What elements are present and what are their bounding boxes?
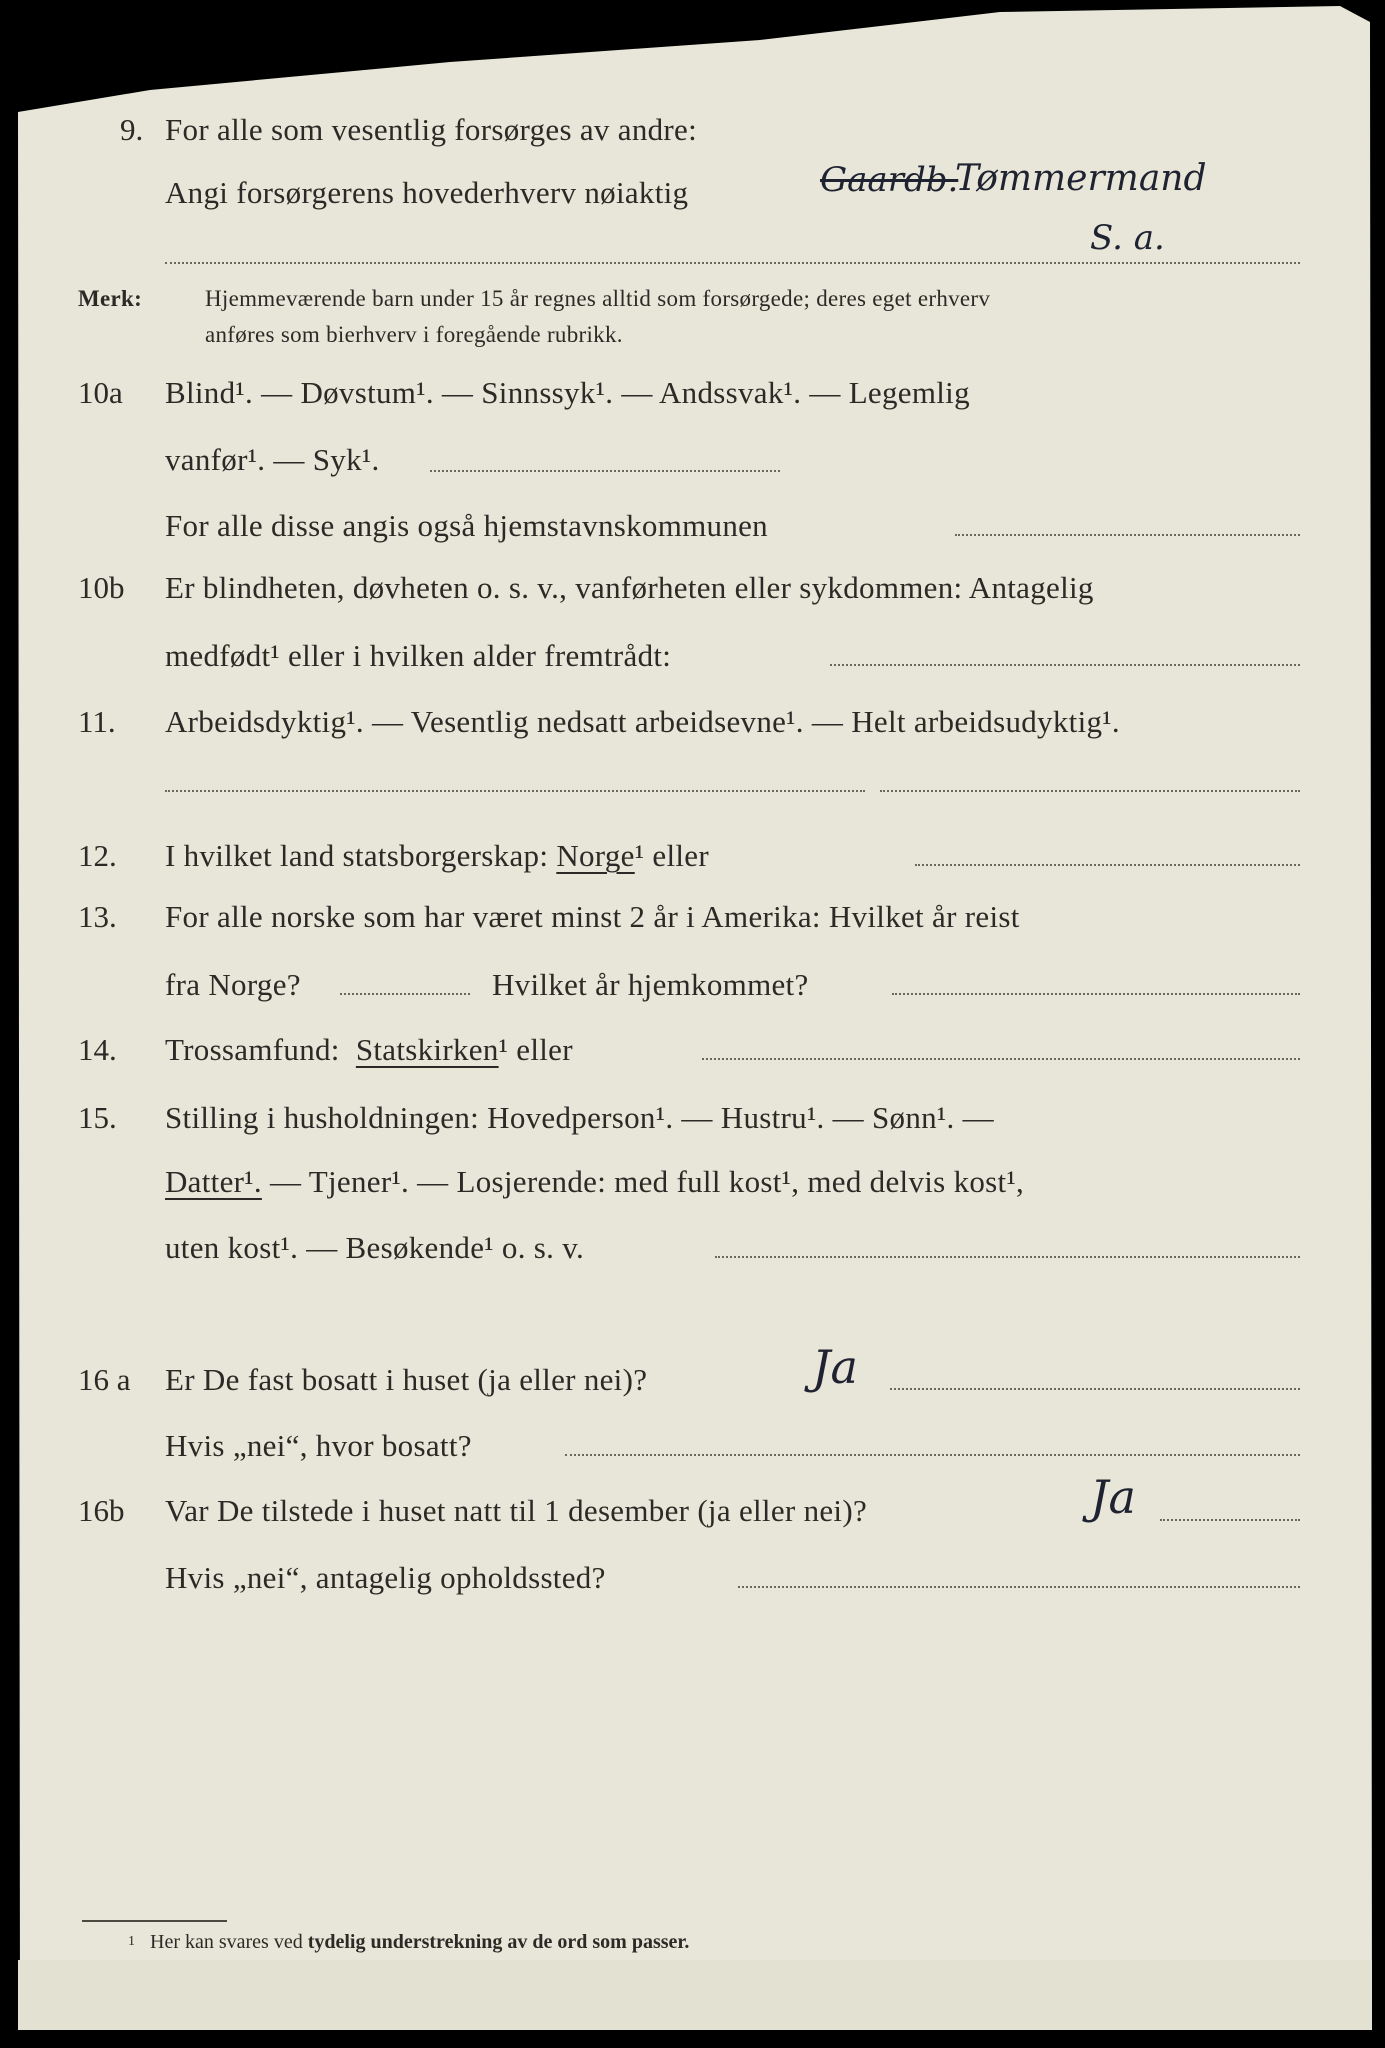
q9-number: 9.	[120, 112, 144, 147]
q14-footnote-mark: ¹	[498, 1032, 509, 1067]
q13-line2a: fra Norge?	[165, 967, 301, 1002]
q9-line1: For alle som vesentlig forsørges av andre:	[165, 112, 698, 147]
q15-number: 15.	[78, 1100, 117, 1135]
q14-line	[165, 1032, 573, 1068]
merk-line2: anføres som bierhverv i foregående rubrikk.	[205, 322, 623, 347]
q11-answer-line-2	[880, 790, 1300, 792]
q16a-answer: Ja	[812, 1340, 858, 1394]
q15-line3: uten kost¹. — Besøkende¹ o. s. v.	[165, 1230, 585, 1265]
q9-answer-sub: S. a.	[1090, 218, 1165, 258]
q10a-line1: Blind¹. — Døvstum¹. — Sinnssyk¹. — Andssvak¹. — Legemlig	[165, 375, 970, 410]
q10a-line3: For alle disse angis også hjemstavnskommunen	[165, 508, 768, 543]
q14-answer-line	[702, 1058, 1300, 1060]
q13-line2b: Hvilket år hjemkommet?	[492, 967, 809, 1002]
footnote-rule	[82, 1920, 227, 1922]
q10b-answer-line	[830, 664, 1300, 666]
merk-label: Merk:	[78, 286, 143, 311]
q16a-answer-line	[890, 1388, 1300, 1390]
footnote-text: Her kan svares ved	[150, 1931, 303, 1953]
q12-line	[165, 838, 709, 874]
q14-question: Trossamfund:	[165, 1032, 340, 1067]
q9-line2: Angi forsørgerens hovederhverv nøiaktig	[165, 175, 689, 210]
footnote-emphasis: tydelig understrekning av de ord som passer.	[307, 1931, 690, 1953]
q15-line1: Stilling i husholdningen: Hovedperson¹. — Hustru¹. — Sønn¹. —	[165, 1100, 994, 1135]
q12-question: I hvilket land statsborgerskap:	[165, 838, 549, 873]
q13-hjemkommet-line	[892, 993, 1300, 995]
footnote-mark: 1	[128, 1934, 135, 1949]
q9-answer-line	[165, 262, 1300, 264]
q11-line1: Arbeidsdyktig¹. — Vesentlig nedsatt arbeidsevne¹. — Helt arbeidsudyktig¹.	[165, 704, 1120, 739]
q10a-line2: vanfør¹. — Syk¹.	[165, 442, 380, 477]
q13-reist-line	[340, 993, 470, 995]
q13-number: 13.	[78, 899, 117, 934]
q15-answer-line	[715, 1256, 1300, 1258]
q16b-number: 16b	[78, 1493, 125, 1528]
q10b-line2: medfødt¹ eller i hvilken alder fremtrådt:	[165, 638, 672, 673]
q9-struck-answer: Gaardb.	[820, 160, 959, 200]
q10b-number: 10b	[78, 570, 125, 605]
q16b-opholdssted-line	[738, 1586, 1300, 1588]
q12-answer-line	[915, 864, 1300, 866]
q16a-line1: Er De fast bosatt i huset (ja eller nei)?	[165, 1362, 648, 1397]
q15-option-datter: Datter¹.	[165, 1164, 262, 1199]
q16a-number: 16 a	[78, 1362, 131, 1397]
q16b-answer-line	[1160, 1519, 1300, 1521]
q16a-line2: Hvis „nei“, hvor bosatt?	[165, 1428, 472, 1463]
q16a-bosatt-line	[565, 1454, 1300, 1456]
q14-eller: eller	[516, 1032, 573, 1067]
q14-option-statskirken: Statskirken	[355, 1032, 499, 1067]
merk-line1: Hjemmeværende barn under 15 år regnes alltid som forsørgede; deres eget erhverv	[205, 286, 991, 311]
q11-answer-line-1	[165, 790, 865, 792]
q12-footnote-mark: ¹	[634, 838, 645, 873]
q11-number: 11.	[78, 704, 116, 739]
q10b-line1: Er blindheten, døvheten o. s. v., vanførheten eller sykdommen: Antagelig	[165, 570, 1094, 605]
q9-answer: Tømmermand	[955, 158, 1207, 199]
q15-line2-rest: — Tjener¹. — Losjerende: med full kost¹, med delvis kost¹,	[269, 1164, 1025, 1199]
paper-shade	[18, 1960, 1372, 2030]
q10a-number: 10a	[78, 375, 123, 410]
q10a-kommune-line	[955, 534, 1300, 536]
q12-eller: eller	[652, 838, 709, 873]
q16b-line1: Var De tilstede i huset natt til 1 desember (ja eller nei)?	[165, 1493, 868, 1528]
q10a-syk-line	[430, 470, 780, 472]
q14-number: 14.	[78, 1032, 117, 1067]
q16b-answer: Ja	[1090, 1470, 1136, 1524]
q15-line2	[165, 1164, 1024, 1200]
q13-line1: For alle norske som har været minst 2 år i Amerika: Hvilket år reist	[165, 899, 1020, 934]
q12-number: 12.	[78, 838, 117, 873]
footnote	[128, 1930, 689, 1954]
q16b-line2: Hvis „nei“, antagelig opholdssted?	[165, 1560, 606, 1595]
q12-option-norge: Norge	[556, 838, 635, 873]
